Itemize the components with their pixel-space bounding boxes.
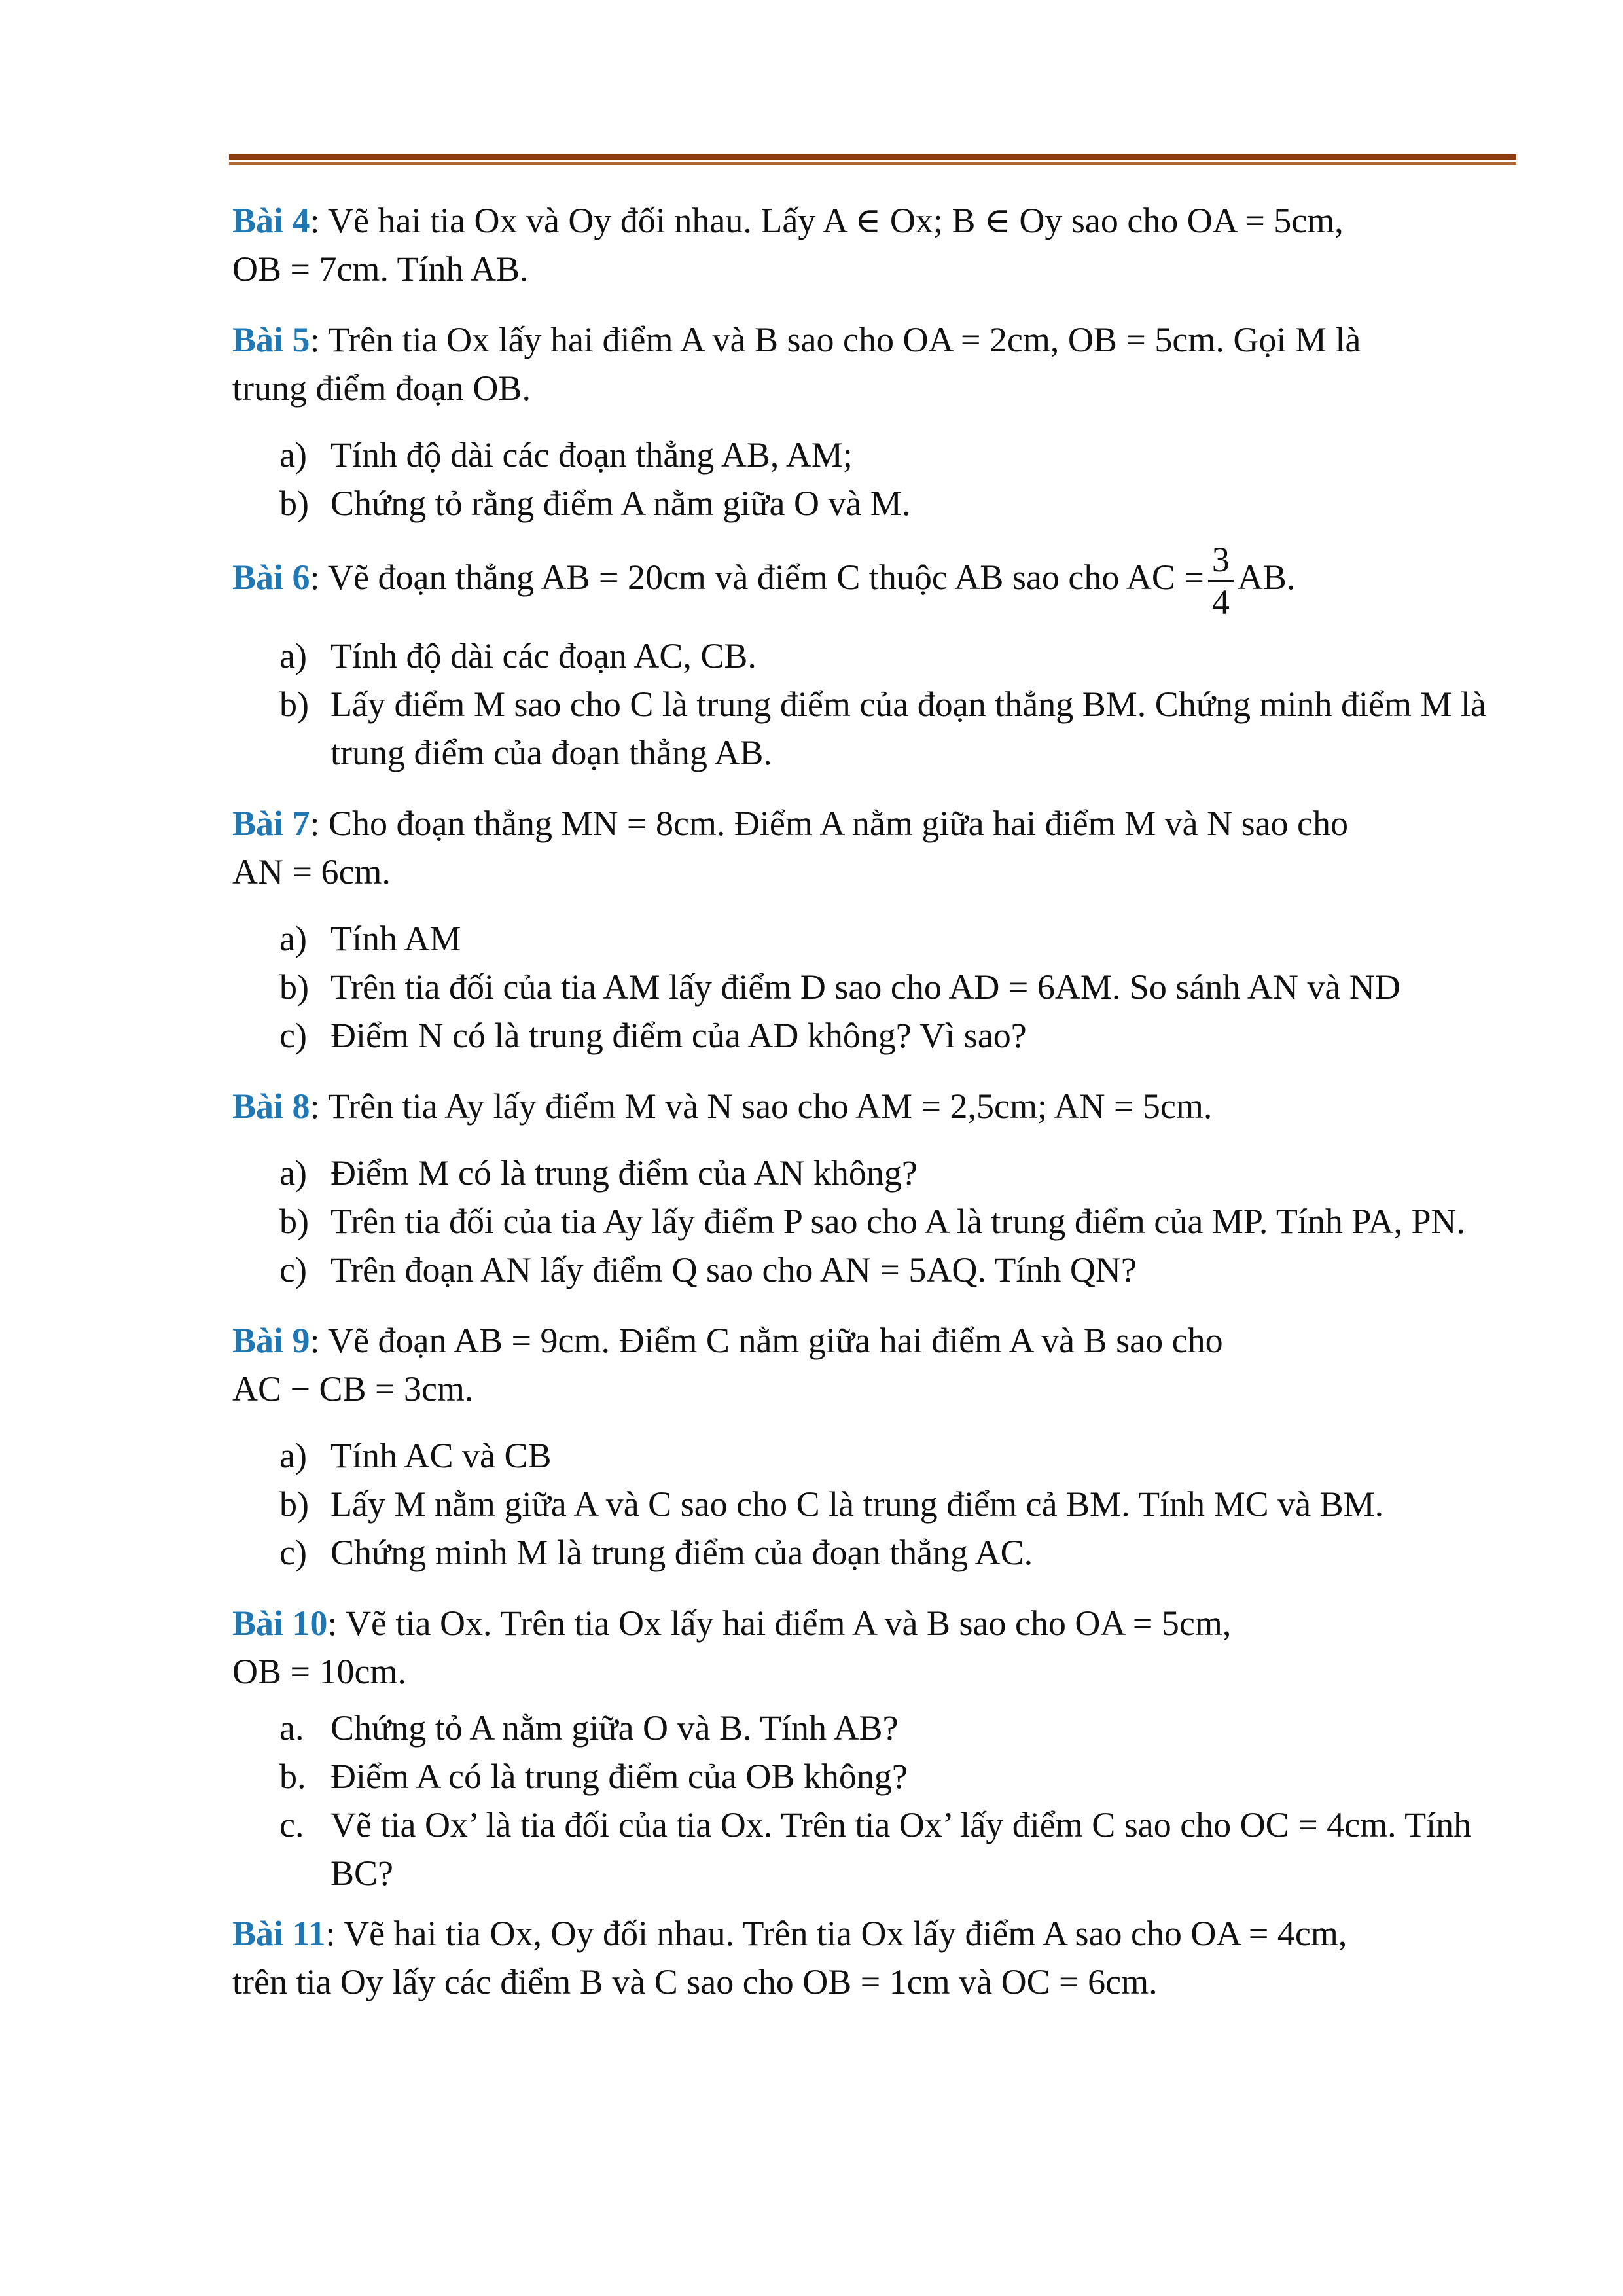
- exercise-text: : Cho đoạn thẳng MN = 8cm. Điểm A nằm giữa hai điểm M và N sao cho: [310, 804, 1349, 843]
- exercise-9: [232, 1316, 1515, 1577]
- sub-question-text: Tính độ dài các đoạn AC, CB.: [330, 636, 757, 675]
- exercise-title: Bài 6: [232, 557, 310, 597]
- sub-question-marker: c.: [279, 1805, 304, 1844]
- exercise-text-cont: trung điểm đoạn OB.: [232, 368, 531, 408]
- exercise-text: : Trên tia Ay lấy điểm M và N sao cho AM = 2,5cm; AN = 5cm.: [310, 1086, 1213, 1126]
- exercise-text-cont: OB = 10cm.: [232, 1652, 406, 1691]
- sub-question-marker: b): [279, 484, 309, 523]
- sub-question-text: Trên đoạn AN lấy điểm Q sao cho AN = 5AQ. Tính QN?: [330, 1250, 1137, 1289]
- sub-question: [232, 1431, 1515, 1480]
- exercise-text-cont: trên tia Oy lấy các điểm B và C sao cho OB = 1cm và OC = 6cm.: [232, 1962, 1158, 2001]
- sub-question-marker: a): [279, 636, 307, 675]
- exercise-title: Bài 8: [232, 1086, 310, 1126]
- sub-question: [232, 431, 1515, 479]
- sub-question-text: Trên tia đối của tia AM lấy điểm D sao cho AD = 6AM. So sánh AN và ND: [330, 967, 1400, 1007]
- exercise-7: [232, 799, 1515, 1060]
- sub-question: [232, 914, 1515, 963]
- sub-question: [232, 1801, 1515, 1897]
- exercise-text-cont: AN = 6cm.: [232, 852, 391, 891]
- sub-question-text: Chứng tỏ A nằm giữa O và B. Tính AB?: [330, 1708, 899, 1748]
- exercise-text-cont: AC − CB = 3cm.: [232, 1369, 474, 1408]
- fraction-numerator: 3: [1208, 542, 1234, 582]
- sub-question: [232, 963, 1515, 1011]
- sub-question-marker: b): [279, 685, 309, 724]
- sub-question-list: [232, 914, 1515, 1060]
- sub-question-text: Tính AM: [330, 919, 461, 958]
- exercise-text: : Vẽ đoạn thẳng AB = 20cm và điểm C thuộc AB sao cho AC =: [310, 557, 1204, 597]
- sub-question: [232, 1704, 1515, 1752]
- exercise-text-cont: OB = 7cm. Tính AB.: [232, 249, 529, 289]
- sub-question-marker: a): [279, 435, 307, 475]
- sub-question-text: Điểm A có là trung điểm của OB không?: [330, 1757, 908, 1796]
- exercise-8: [232, 1082, 1515, 1294]
- sub-question-marker: b): [279, 1484, 309, 1524]
- exercise-title: Bài 7: [232, 804, 310, 843]
- exercise-5: [232, 315, 1515, 528]
- sub-question: [232, 1246, 1515, 1294]
- exercise-title: Bài 9: [232, 1321, 310, 1360]
- exercise-10: [232, 1599, 1515, 1897]
- exercise-title: Bài 4: [232, 201, 310, 240]
- header-rule: [229, 154, 1516, 160]
- exercise-title: Bài 11: [232, 1914, 326, 1953]
- sub-question-text: Điểm M có là trung điểm của AN không?: [330, 1153, 918, 1193]
- sub-question-list: [232, 431, 1515, 528]
- header-rule-thin: [229, 162, 1516, 165]
- sub-question-text: Chứng tỏ rằng điểm A nằm giữa O và M.: [330, 484, 911, 523]
- exercise-title: Bài 5: [232, 320, 310, 359]
- sub-question: [232, 680, 1515, 777]
- sub-question-text: Tính AC và CB: [330, 1436, 552, 1475]
- exercise-text: : Vẽ hai tia Ox, Oy đối nhau. Trên tia Ox lấy điểm A sao cho OA = 4cm,: [325, 1914, 1347, 1953]
- exercise-text: : Vẽ hai tia Ox và Oy đối nhau. Lấy A ∈ Ox; B ∈ Oy sao cho OA = 5cm,: [310, 201, 1344, 240]
- sub-question-text: Điểm N có là trung điểm của AD không? Vì sao?: [330, 1016, 1027, 1055]
- sub-question-text: Vẽ tia Ox’ là tia đối của tia Ox. Trên tia Ox’ lấy điểm C sao cho OC = 4cm. Tính BC?: [330, 1805, 1472, 1893]
- sub-question: [232, 1197, 1515, 1246]
- sub-question-marker: c): [279, 1016, 307, 1055]
- exercise-text: : Vẽ đoạn AB = 9cm. Điểm C nằm giữa hai điểm A và B sao cho: [310, 1321, 1223, 1360]
- sub-question-marker: a): [279, 919, 307, 958]
- exercise-6: [232, 542, 1515, 777]
- sub-question-marker: c): [279, 1533, 307, 1572]
- fraction: [1208, 542, 1234, 620]
- sub-question-marker: b): [279, 967, 309, 1007]
- sub-question-marker: a): [279, 1153, 307, 1193]
- sub-question-text: Lấy M nằm giữa A và C sao cho C là trung điểm cả BM. Tính MC và BM.: [330, 1484, 1384, 1524]
- exercise-text: : Trên tia Ox lấy hai điểm A và B sao cho OA = 2cm, OB = 5cm. Gọi M là: [310, 320, 1361, 359]
- sub-question-marker: a.: [279, 1708, 304, 1748]
- exercise-text-end: AB.: [1237, 557, 1296, 597]
- sub-question-list: [232, 1704, 1515, 1897]
- sub-question: [232, 479, 1515, 528]
- sub-question-marker: a): [279, 1436, 307, 1475]
- sub-question-text: Trên tia đối của tia Ay lấy điểm P sao cho A là trung điểm của MP. Tính PA, PN.: [330, 1202, 1465, 1241]
- sub-question: [232, 1752, 1515, 1801]
- sub-question-list: [232, 632, 1515, 777]
- sub-question: [232, 1149, 1515, 1197]
- sub-question-marker: b.: [279, 1757, 306, 1796]
- fraction-denominator: 4: [1211, 583, 1230, 622]
- sub-question-text: Tính độ dài các đoạn thẳng AB, AM;: [330, 435, 853, 475]
- page-content: [232, 196, 1515, 2006]
- exercise-text: : Vẽ tia Ox. Trên tia Ox lấy hai điểm A và B sao cho OA = 5cm,: [327, 1604, 1232, 1643]
- exercise-4: [232, 196, 1515, 293]
- sub-question-text: Chứng minh M là trung điểm của đoạn thẳng AC.: [330, 1533, 1033, 1572]
- exercise-11: [232, 1909, 1515, 2006]
- sub-question: [232, 1480, 1515, 1528]
- sub-question-text: Lấy điểm M sao cho C là trung điểm của đoạn thẳng BM. Chứng minh điểm M là trung điểm của đoạn thẳng AB.: [330, 685, 1486, 772]
- exercise-title: Bài 10: [232, 1604, 328, 1643]
- sub-question: [232, 632, 1515, 680]
- sub-question: [232, 1011, 1515, 1060]
- sub-question-list: [232, 1431, 1515, 1577]
- sub-question-marker: c): [279, 1250, 307, 1289]
- sub-question-marker: b): [279, 1202, 309, 1241]
- sub-question: [232, 1528, 1515, 1577]
- sub-question-list: [232, 1149, 1515, 1294]
